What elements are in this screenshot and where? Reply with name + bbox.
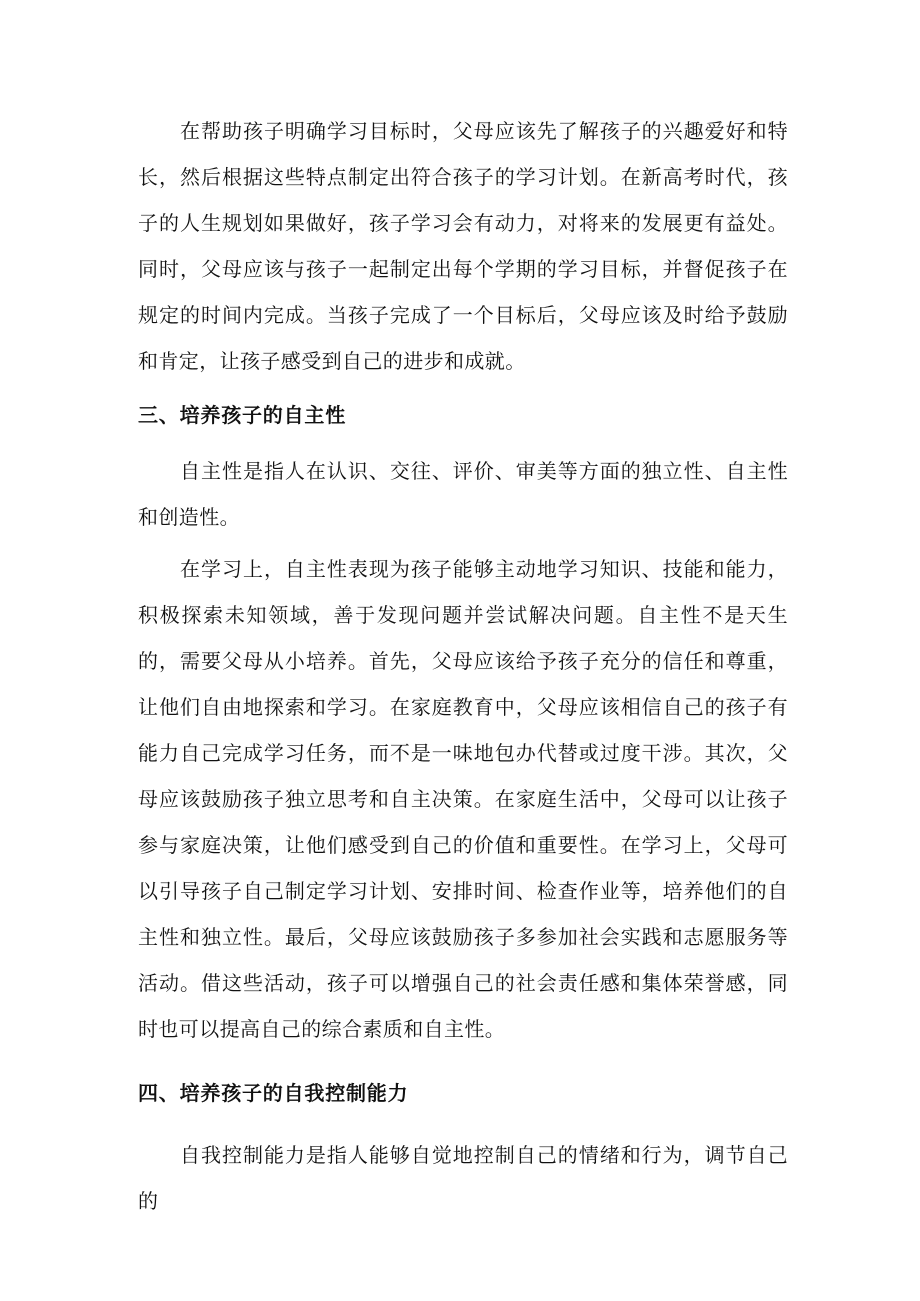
paragraph-learning-goals: 在帮助孩子明确学习目标时，父母应该先了解孩子的兴趣爱好和特长，然后根据这些特点制定出符合孩子的学习计划。在新高考时代，孩子的人生规划如果做好，孩子学习会有动力，对将来的发展更有益处。同时，父母应该与孩子一起制定出每个学期的学习目标，并督促孩子在规定的时间内完成。当孩子完成了一个目标后，父母应该及时给予鼓励和肯定，让孩子感受到自己的进步和成就。 (138, 119, 788, 373)
section-heading-self-control: 四、培养孩子的自我控制能力 (138, 1081, 409, 1105)
paragraph-autonomy-learning: 在学习上，自主性表现为孩子能够主动地学习知识、技能和能力，积极探索未知领域，善于发现问题并尝试解决问题。自主性不是天生的，需要父母从小培养。首先，父母应该给予孩子充分的信任和尊重，让他们自由地探索和学习。在家庭教育中，父母应该相信自己的孩子有能力自己完成学习任务，而不是一味地包办代替或过度干涉。其次，父母应该鼓励孩子独立思考和自主决策。在家庭生活中，父母可以让孩子参与家庭决策，让他们感受到自己的价值和重要性。在学习上，父母可以引导孩子自己制定学习计划、安排时间、检查作业等，培养他们的自主性和独立性。最后，父母应该鼓励孩子多参加社会实践和志愿服务等活动。借这些活动，孩子可以增强自己的社会责任感和集体荣誉感，同时也可以提高自己的综合素质和自主性。 (138, 557, 788, 1041)
section-heading-autonomy: 三、培养孩子的自主性 (138, 403, 346, 427)
paragraph-autonomy-definition: 自主性是指人在认识、交往、评价、审美等方面的独立性、自主性和创造性。 (138, 459, 788, 529)
document-body (138, 108, 788, 1224)
paragraph-self-control-definition: 自我控制能力是指人能够自觉地控制自己的情绪和行为，调节自己的 (138, 1143, 788, 1213)
